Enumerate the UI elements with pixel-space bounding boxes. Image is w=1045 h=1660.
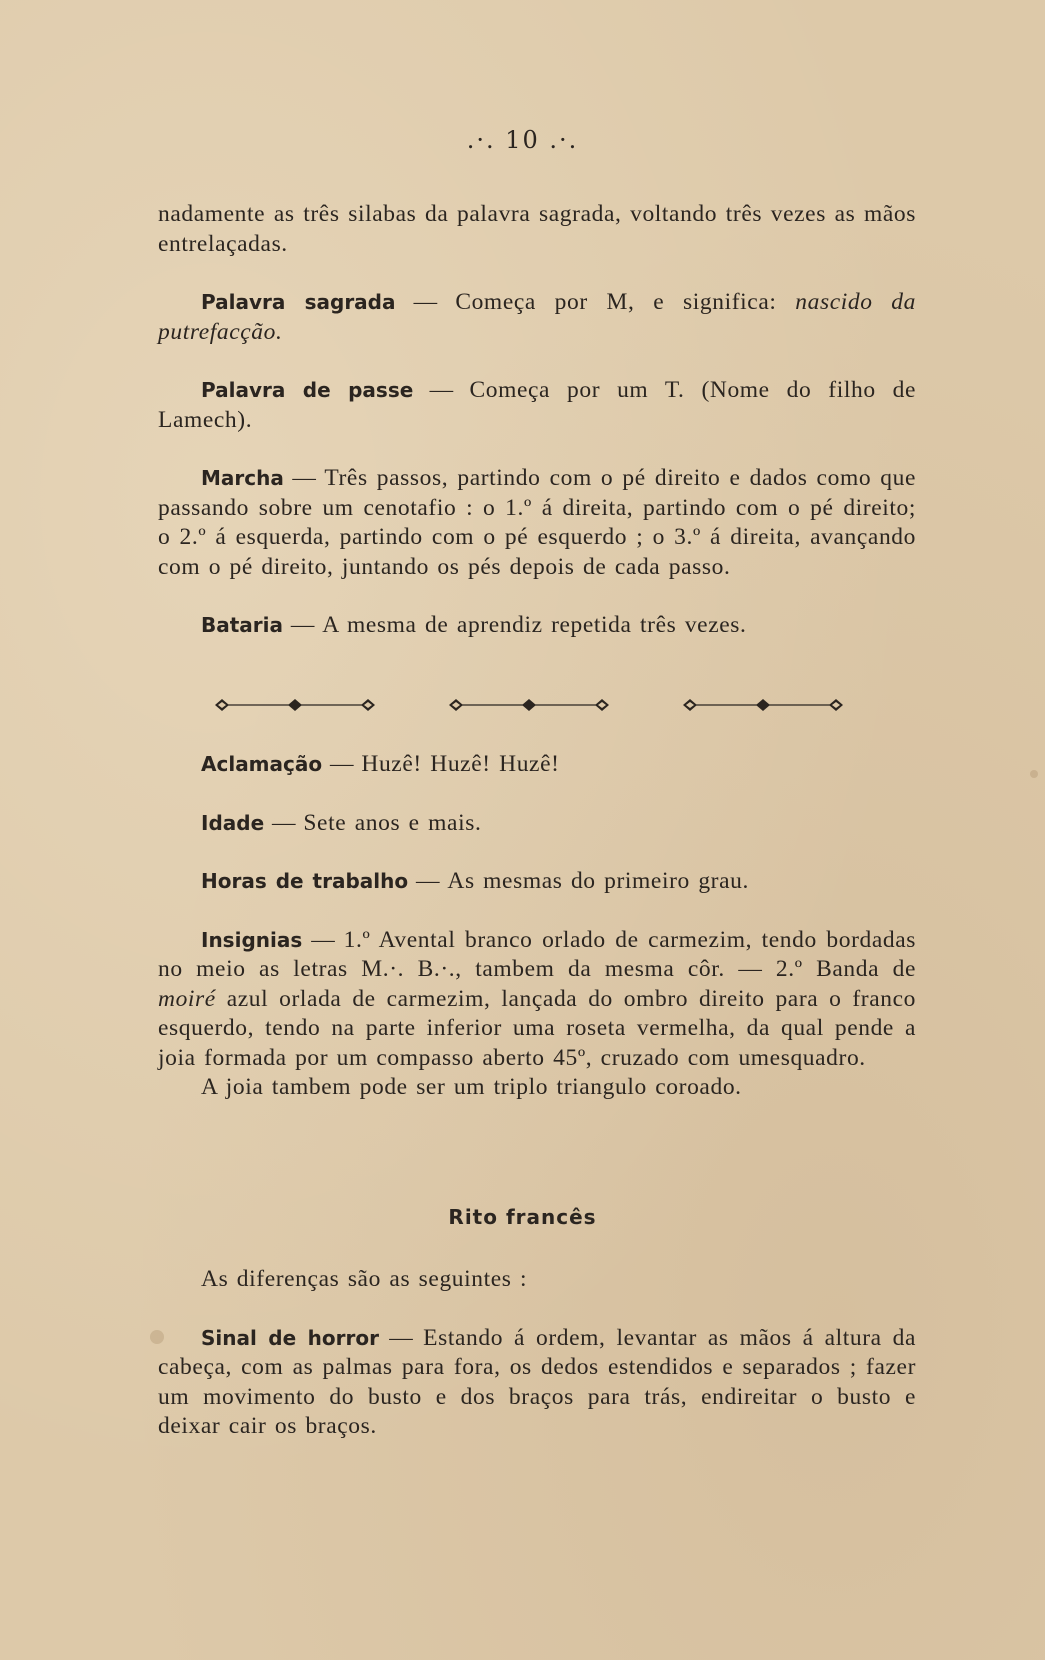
dash: —: [302, 926, 344, 953]
dash: —: [408, 868, 448, 894]
marcha-text: Três passos, partindo com o pé direito e dados como que passando sobre um cenotafio : o 1.º á direita, partindo com o pé direito; o 2.º á esquerda, partindo com o pé esquerdo ; o 3.º á direita, avançando com o pé direito, juntando os pés depois de cada passo.: [158, 465, 917, 580]
ornament-left: [215, 690, 375, 720]
idade-paragraph: [158, 809, 916, 839]
page-number: .·. 10 .·.: [466, 126, 579, 154]
dash: —: [395, 289, 456, 315]
intro-paragraph: As diferenças são as seguintes :: [201, 1266, 528, 1292]
dash: —: [264, 809, 304, 836]
horas-text: As mesmas do primeiro grau.: [447, 868, 749, 894]
bataria-text: A mesma de aprendiz repetida três vezes.: [322, 612, 747, 638]
marcha-label: Marcha: [201, 466, 284, 490]
idade-text: Sete anos e mais.: [303, 809, 482, 836]
insignias-label: Insignias: [201, 927, 303, 952]
dash: —: [283, 612, 323, 638]
dash: —: [378, 1324, 424, 1351]
text-block-bottom: [158, 1265, 916, 1442]
bataria-label: Bataria: [201, 613, 284, 637]
insignias-text-b: azul orlada de carmezim, lançada do ombro direito para o franco esquerdo, tendo na parte inferior uma roseta vermelha, da qual pende a joia formada por um compasso aberto 45º, cruzado com umesquadro.: [158, 985, 916, 1071]
marcha-paragraph: [158, 464, 916, 582]
dash: —: [283, 465, 325, 491]
horas-paragraph: [158, 867, 916, 897]
joia-paragraph: A joia tambem pode ser um triplo triangulo coroado.: [201, 1074, 742, 1100]
paper-stain: [1030, 770, 1038, 778]
dash: —: [322, 751, 362, 777]
bataria-paragraph: [158, 611, 916, 641]
idade-label: Idade: [201, 810, 265, 835]
aclamacao-label: Aclamação: [201, 752, 323, 776]
aclamacao-text: Huzê! Huzê! Huzê!: [361, 751, 560, 777]
insignias-text-a: 1.º Avental branco orlado de carmezim, tendo bordadas no meio as letras M.·. B.·., tambem da mesma côr. — 2.º Banda de: [158, 926, 917, 982]
ornament-right: [683, 690, 843, 720]
palavra-passe-paragraph: [158, 376, 916, 435]
horas-label: Horas de trabalho: [201, 869, 409, 893]
sinal-text: Estando á ordem, levantar as mãos á altura da cabeça, com as palmas para fora, os dedos estendidos e separados ; fazer um movimento do busto e dos braços para trás, endireitar o busto e deixar cair os braços.: [158, 1324, 917, 1439]
palavra-passe-text: Começa por um T. (Nome do filho de Lamech).: [158, 377, 917, 433]
aclamacao-paragraph: [158, 750, 916, 780]
insignias-italic: moiré: [158, 985, 216, 1012]
palavra-sagrada-label: Palavra sagrada: [201, 290, 396, 314]
text-block-top: [158, 200, 916, 641]
ornament-divider: [0, 690, 1045, 720]
sinal-label: Sinal de horror: [201, 1325, 379, 1350]
continuation-paragraph: nadamente as três silabas da palavra sagrada, voltando três vezes as mãos entrelaçadas.: [158, 201, 916, 257]
palavra-sagrada-italic: nascido da putrefacção.: [158, 289, 917, 345]
section-title: Rito francês: [448, 1205, 597, 1229]
dash: —: [413, 377, 470, 403]
palavra-sagrada-paragraph: [158, 288, 916, 347]
palavra-sagrada-text: Começa por M, e significa:: [455, 289, 796, 315]
sinal-paragraph: [158, 1324, 916, 1442]
paper-stain: [150, 1330, 164, 1344]
ornament-center: [449, 690, 609, 720]
palavra-passe-label: Palavra de passe: [201, 378, 414, 402]
text-block-middle: [158, 750, 916, 1103]
insignias-paragraph: [158, 926, 916, 1074]
